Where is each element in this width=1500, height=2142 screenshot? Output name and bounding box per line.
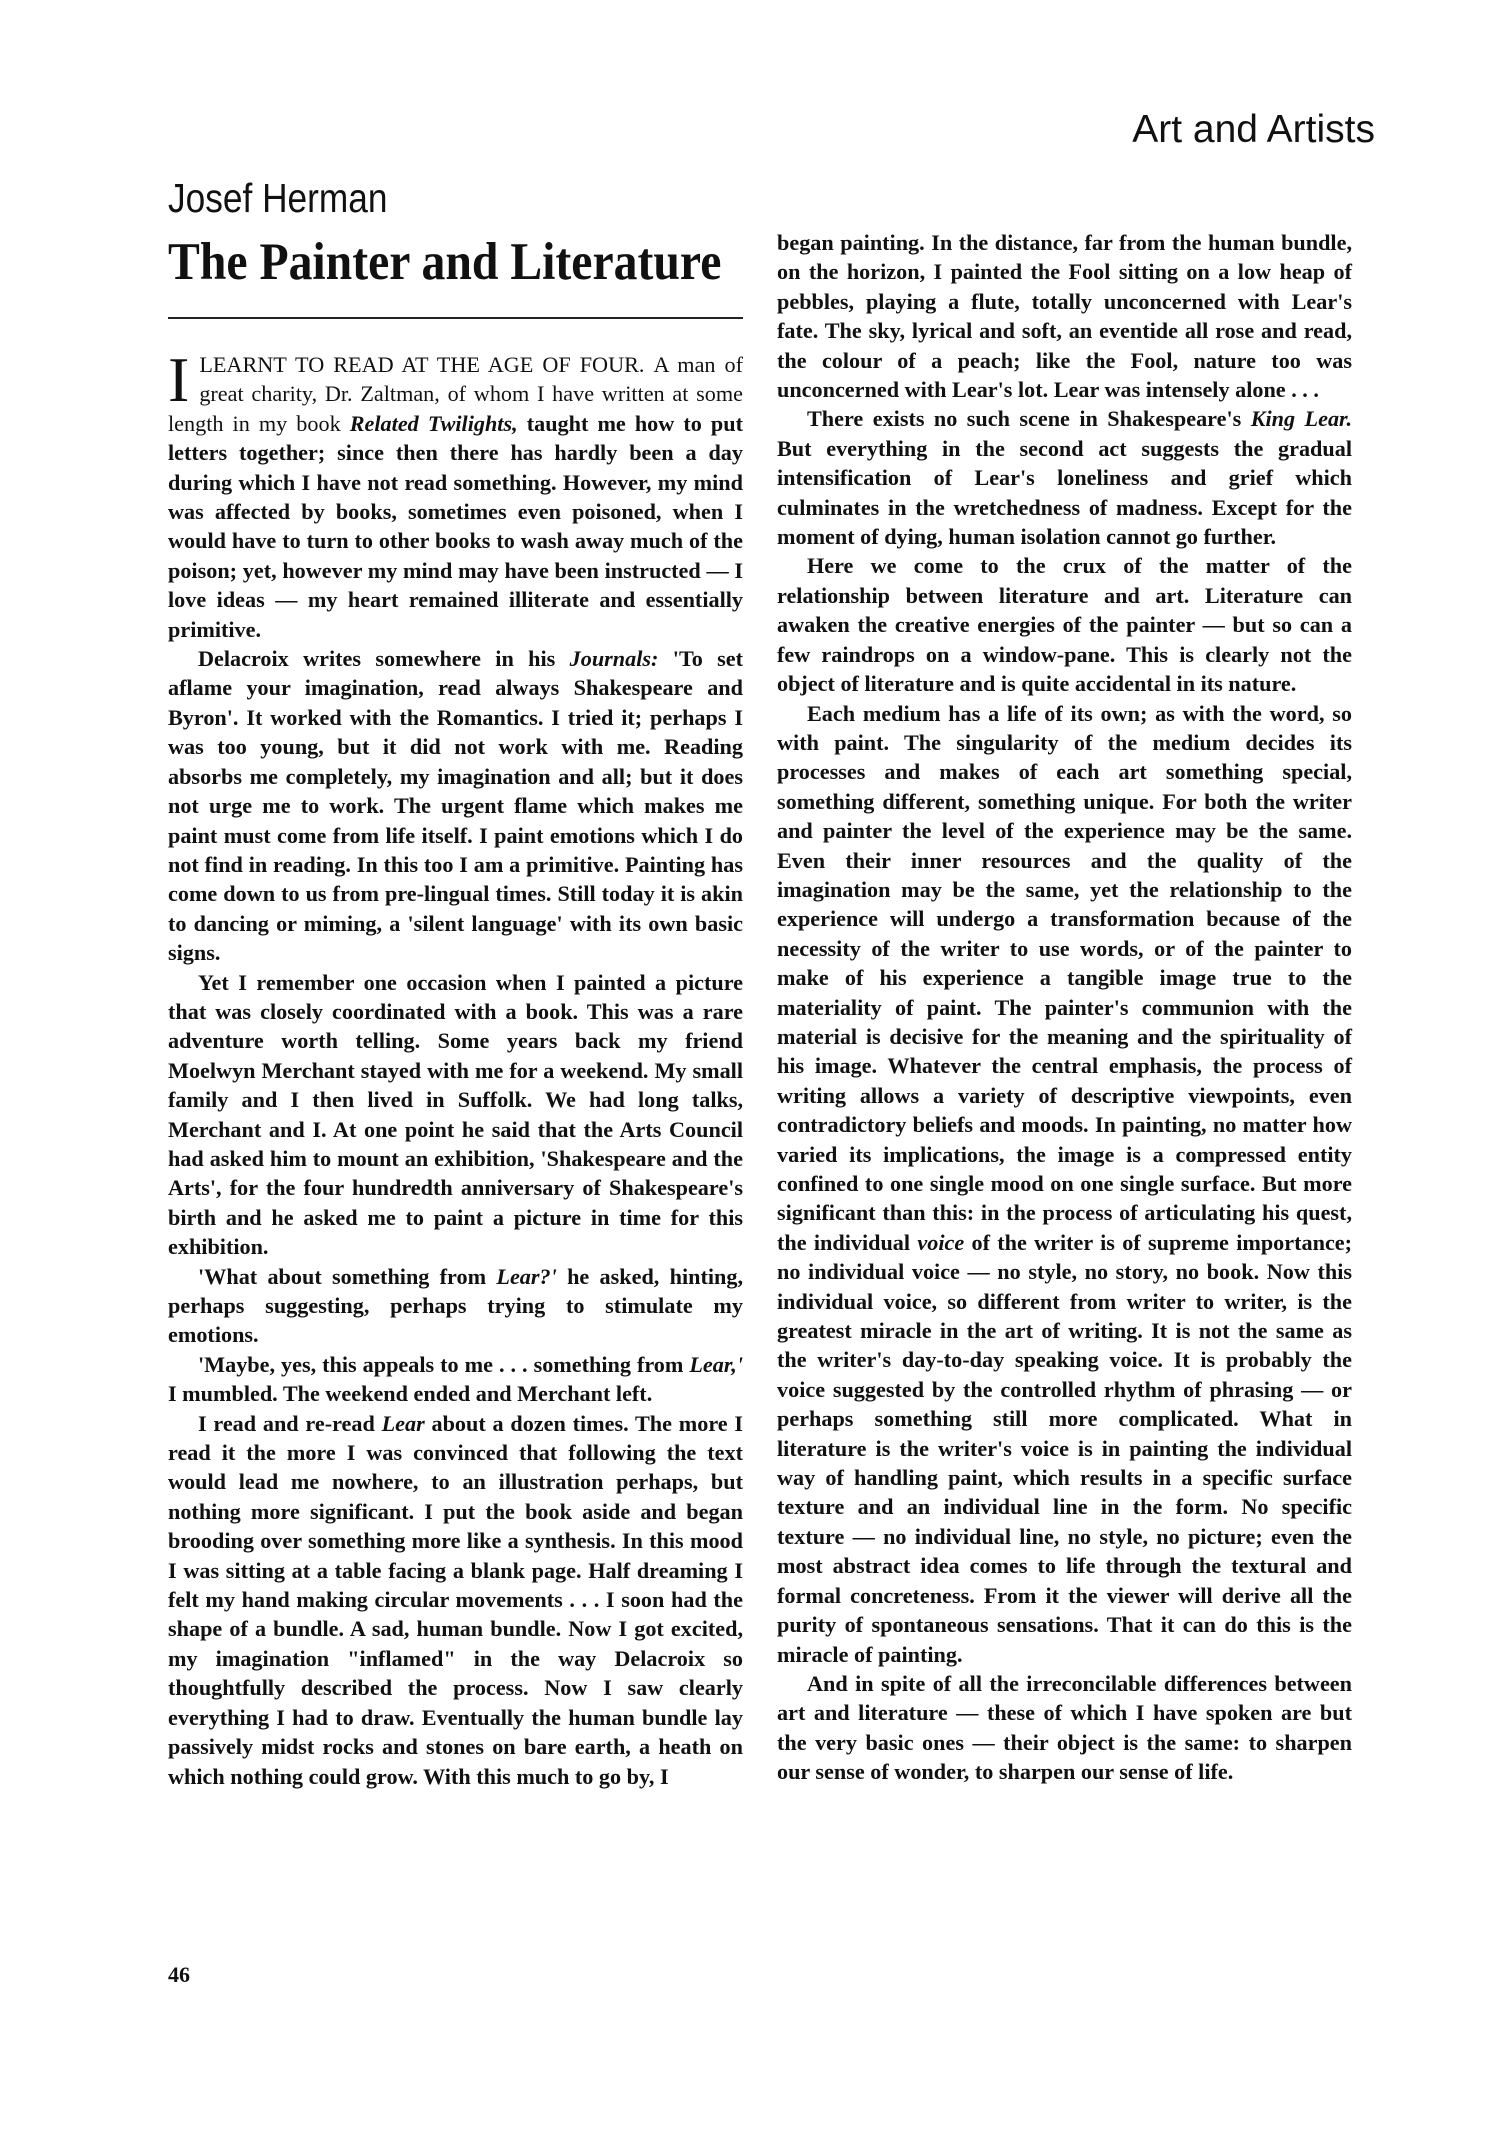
r2-text-a: There exists no such scene in Shakespeare's bbox=[807, 406, 1242, 432]
p2-text-b: 'To set aflame your imagination, read always Shakespeare and Byron'. It worked with the Romantics. I tried it; perhaps I was too young, but it did not work with me. Reading absorbs me completely, my imagination and all; but it does not urge me to work. The urgent flame which makes me paint must come from life itself. I paint emotions which I do not find in reading. In this too I am a primitive. Painting has come down to us from pre-lingual times. Still today it is akin to dancing or miming, a 'silent language' with its own basic signs. bbox=[168, 646, 744, 966]
lear-title: Lear,' bbox=[689, 1351, 743, 1377]
voice-emphasis: voice bbox=[917, 1229, 965, 1255]
r4-text-a: Each medium has a life of its own; as with the word, so with paint. The singularity of the medium decides its processes and makes of each art something special, something different, something unique. For both the writer and painter the level of the experience may be the same. Even their inner resources and the quality of the imagination may be the same, yet the relationship to the experience will undergo a transformation because of the necessity of the writer to use words, or of the painter to make of his experience a tangible image true to the materiality of paint. The painter's communion with the material is decisive for the meaning and the spirituality of his image. Whatever the central emphasis, the process of writing allows a variety of descriptive viewpoints, even contradictory beliefs and moods. In painting, no matter how varied its implications, the image is a compressed entity confined to one single mood on one single surface. But more significant than this: in the process of articulating his quest, the individual bbox=[777, 700, 1352, 1255]
right-column bbox=[777, 228, 1352, 1787]
paragraph-no-such-scene bbox=[777, 404, 1352, 551]
paragraph-medium bbox=[777, 699, 1352, 1669]
r4-text-b: of the writer is of supreme importance; no individual voice — no style, no story, no book. Now this individual voice, so different from writer to writer, is the greatest miracle in the art of writing. It is not the same as the writer's day-to-day speaking voice. It is probably the voice suggested by the controlled rhythm of phrasing — or perhaps something still more complicated. What in literature is the writer's voice is in painting the individual way of handling paint, which results in a specific surface texture and an individual line in the form. No specific texture — no individual line, no style, no picture; even the most abstract idea comes to life through the textural and formal concreteness. From it the viewer will derive all the purity of spontaneous sensations. That it can do this is the miracle of painting. bbox=[777, 1229, 1353, 1667]
opening-caps: LEARNT TO READ AT THE AGE OF FOUR. bbox=[199, 352, 645, 377]
author-name: Josef Herman bbox=[168, 175, 388, 221]
opening-end: taught me how to put letters together; since then there has hardly been a day during which I have not read something. However, my mind was affected by books, sometimes even poisoned, when I would have to turn to other books to wash away much of the poison; yet, however my mind may have been instructed — I love ideas — my heart remained illiterate and essentially primitive. bbox=[168, 410, 743, 642]
book-title: Related Twilights, bbox=[349, 410, 518, 436]
p6-text-b: about a dozen times. The more I read it the more I was convinced that following the text would lead me nowhere, to an illustration perhaps, but nothing more significant. I put the book aside and began brooding over something more like a synthesis. In this mood I was sitting at a table facing a blank page. Half dreaming I felt my hand making circular movements . . . I soon had the shape of a bundle. A sad, human bundle. Now I got excited, my imagination "inflamed" in the way Delacroix so thoughtfully described the process. Now I saw clearly everything I had to draw. Eventually the human bundle lay passively midst rocks and stones on bare earth, a heath on which nothing could grow. With this much to go by, I bbox=[168, 1410, 744, 1789]
journals-title: Journals: bbox=[569, 646, 659, 672]
p2-text-a: Delacroix writes somewhere in his bbox=[198, 646, 556, 672]
p4-text-b: he asked, hinting, perhaps suggesting, perhaps trying to stimulate my emotions. bbox=[168, 1263, 744, 1348]
paragraph-reread bbox=[168, 1409, 743, 1791]
drop-cap: I bbox=[168, 344, 190, 415]
lear-title: Lear?' bbox=[496, 1263, 557, 1289]
paragraph-what-about bbox=[168, 1262, 743, 1350]
page-number: 46 bbox=[168, 1962, 190, 1987]
p5-text-a: 'Maybe, yes, this appeals to me . . . something from bbox=[198, 1351, 684, 1377]
paragraph-occasion: Yet I remember one occasion when I painted a picture that was closely coordinated with a book. This was a rare adventure worth telling. Some years back my friend Moelwyn Merchant stayed with me for a weekend. My small family and I then lived in Suffolk. We had long talks, Merchant and I. At one point he said that the Arts Council had asked him to mount an exhibition, 'Shakespeare and the Arts', for the four hundredth anniversary of Shakespeare's birth and he asked me to paint a picture in time for this exhibition. bbox=[168, 969, 743, 1260]
opening-text: A man of great charity, Dr. Zaltman, of whom I have written at some length in my book bbox=[168, 352, 744, 436]
king-lear-title: King Lear. bbox=[1250, 406, 1352, 432]
p6-text-a: I read and re-read bbox=[198, 1410, 375, 1436]
article-title: The Painter and Literature bbox=[168, 233, 722, 291]
opening-paragraph bbox=[168, 344, 744, 644]
paragraph-conclusion: And in spite of all the irreconcilable differences between art and literature — these of which I have spoken are but the very basic ones — their object is the same: to sharpen our sense of wonder, to sharpen our sense of life. bbox=[777, 1670, 1352, 1785]
lear-title: Lear bbox=[381, 1410, 425, 1436]
paragraph-began-painting: began painting. In the distance, far from the human bundle, on the horizon, I painted the Fool sitting on a low heap of pebbles, playing a flute, totally unconcerned with Lear's fate. The sky, lyrical and soft, an eventide all rose and read, the colour of a peach; like the Fool, nature too was unconcerned with Lear's lot. Lear was intensely alone . . . bbox=[777, 230, 1352, 403]
p5-text-b: I mumbled. The weekend ended and Merchant left. bbox=[168, 1381, 653, 1407]
paragraph-maybe bbox=[168, 1350, 743, 1409]
title-rule bbox=[168, 317, 743, 319]
left-column bbox=[168, 344, 744, 1791]
p4-text-a: 'What about something from bbox=[198, 1263, 487, 1289]
r2-text-b: But everything in the second act suggests the gradual intensification of Lear's loneliness and grief which culminates in the wretchedness of madness. Except for the moment of dying, human isolation cannot go further. bbox=[777, 435, 1352, 550]
section-label: Art and Artists bbox=[1132, 108, 1375, 151]
paragraph-delacroix bbox=[168, 644, 743, 967]
paragraph-crux: Here we come to the crux of the matter of the relationship between literature and art. Literature can awaken the creative energies of the painter — but so can a few raindrops on a window-pane. This is clearly not the object of literature and is quite accidental in its nature. bbox=[777, 553, 1352, 697]
